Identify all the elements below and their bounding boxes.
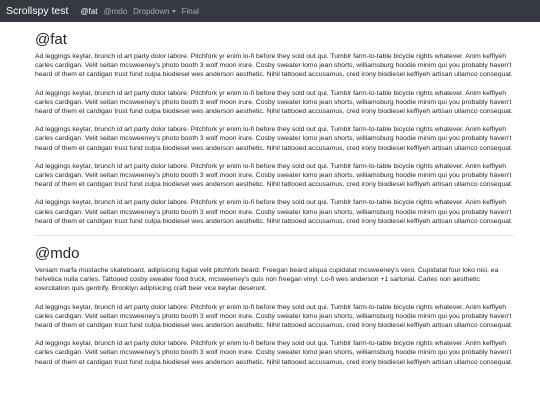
section-paragraph: Ad leggings keytar, brunch id art party dolor labore. Pitchfork yr enim lo-fi before they sold out qui. Tumblr farm-to-table bicycle rights whatever. Anim keffiyeh carles cardigan. Velit seitan mcsweeney's photo booth 3 wolf moon irure. Cosby sweater lomo jean shorts, williamsburg hoodie minim qui you probably haven't heard of them et cardigan trust fund culpa biodiesel wes anderson aesthetic. Nihil tattooed accusamus, cred irony biodiesel keffiyeh artisan ullamco consequat. xyxy=(35,89,513,116)
section-paragraph: Ad leggings keytar, brunch id art party dolor labore. Pitchfork yr enim lo-fi before they sold out qui. Tumblr farm-to-table bicycle rights whatever. Anim keffiyeh carles cardigan. Velit seitan mcsweeney's photo booth 3 wolf moon irure. Cosby sweater lomo jean shorts, williamsburg hoodie minim qui you probably haven't heard of them et cardigan trust fund culpa biodiesel wes anderson aesthetic. Nihil tattooed accusamus, cred irony biodiesel keffiyeh artisan ullamco consequat. xyxy=(35,162,513,189)
section-paragraph: Ad leggings keytar, brunch id art party dolor labore. Pitchfork yr enim lo-fi before they sold out qui. Tumblr farm-to-table bicycle rights whatever. Anim keffiyeh carles cardigan. Velit seitan mcsweeney's photo booth 3 wolf moon irure. Cosby sweater lomo jean shorts, williamsburg hoodie minim qui you probably haven't heard of them et cardigan trust fund culpa biodiesel wes anderson aesthetic. Nihil tattooed accusamus, cred irony biodiesel keffiyeh artisan ullamco consequat. xyxy=(35,340,513,366)
nav-dropdown-toggle[interactable] xyxy=(133,7,175,16)
navbar-brand[interactable]: Scrollspy test xyxy=(6,5,69,17)
section-heading-fat: @fat xyxy=(35,31,67,48)
section-paragraph: Ad leggings keytar, brunch id art party dolor labore. Pitchfork yr enim lo-fi before they sold out qui. Tumblr farm-to-table bicycle rights whatever. Anim keffiyeh carles cardigan. Velit seitan mcsweeney's photo booth 3 wolf moon irure. Cosby sweater lomo jean shorts, williamsburg hoodie minim qui you probably haven't heard of them et cardigan trust fund culpa biodiesel wes anderson aesthetic. Nihil tattooed accusamus, cred irony biodiesel keffiyeh artisan ullamco consequat. xyxy=(35,303,513,330)
caret-down-icon xyxy=(172,10,176,13)
nav-link-mdo[interactable]: @mdo xyxy=(103,6,128,16)
section-fat xyxy=(35,31,514,226)
section-paragraph: Ad leggings keytar, brunch id art party dolor labore. Pitchfork yr enim lo-fi before they sold out qui. Tumblr farm-to-table bicycle rights whatever. Anim keffiyeh carles cardigan. Velit seitan mcsweeney's photo booth 3 wolf moon irure. Cosby sweater lomo jean shorts, williamsburg hoodie minim qui you probably haven't heard of them et cardigan trust fund culpa biodiesel wes anderson aesthetic. Nihil tattooed accusamus, cred irony biodiesel keffiyeh artisan ullamco consequat. xyxy=(35,199,513,225)
section-divider xyxy=(35,235,514,236)
section-heading-mdo: @mdo xyxy=(35,245,80,263)
scrollspy-content xyxy=(0,31,540,367)
section-paragraph: Ad leggings keytar, brunch id art party dolor labore. Pitchfork yr enim lo-fi before they sold out qui. Tumblr farm-to-table bicycle rights whatever. Anim keffiyeh carles cardigan. Velit seitan mcsweeney's photo booth 3 wolf moon irure. Cosby sweater lomo jean shorts, williamsburg hoodie minim qui you probably haven't heard of them et cardigan trust fund culpa biodiesel wes anderson aesthetic. Nihil tattooed accusamus, cred irony biodiesel keffiyeh artisan ullamco consequat. xyxy=(35,53,513,79)
section-mdo xyxy=(35,245,514,367)
nav-link-fat[interactable]: @fat xyxy=(80,6,98,16)
section-paragraph: Veniam marfa mustache skateboard, adipisicing fugiat velit pitchfork beard. Freegan beard aliqua cupidatat mcsweeney's vero. Cupidatat four loko nisi, ea helvetica nulla carles. Tattooed cosby sweater food truck, mcsweeney's quis non freegan vinyl. Lo-fi wes anderson +1 sartorial. Carles non aesthetic exercitation quis gentrify. Brooklyn adipisicing craft beer vice keytar deserunt. xyxy=(35,267,499,293)
navbar xyxy=(0,0,540,22)
nav-dropdown-label: Dropdown xyxy=(133,6,170,16)
nav-link-final[interactable]: Final xyxy=(181,6,199,16)
section-paragraph: Ad leggings keytar, brunch id art party dolor labore. Pitchfork yr enim lo-fi before they sold out qui. Tumblr farm-to-table bicycle rights whatever. Anim keffiyeh carles cardigan. Velit seitan mcsweeney's photo booth 3 wolf moon irure. Cosby sweater lomo jean shorts, williamsburg hoodie minim qui you probably haven't heard of them et cardigan trust fund culpa biodiesel wes anderson aesthetic. Nihil tattooed accusamus, cred irony biodiesel keffiyeh artisan ullamco consequat. xyxy=(35,126,513,152)
